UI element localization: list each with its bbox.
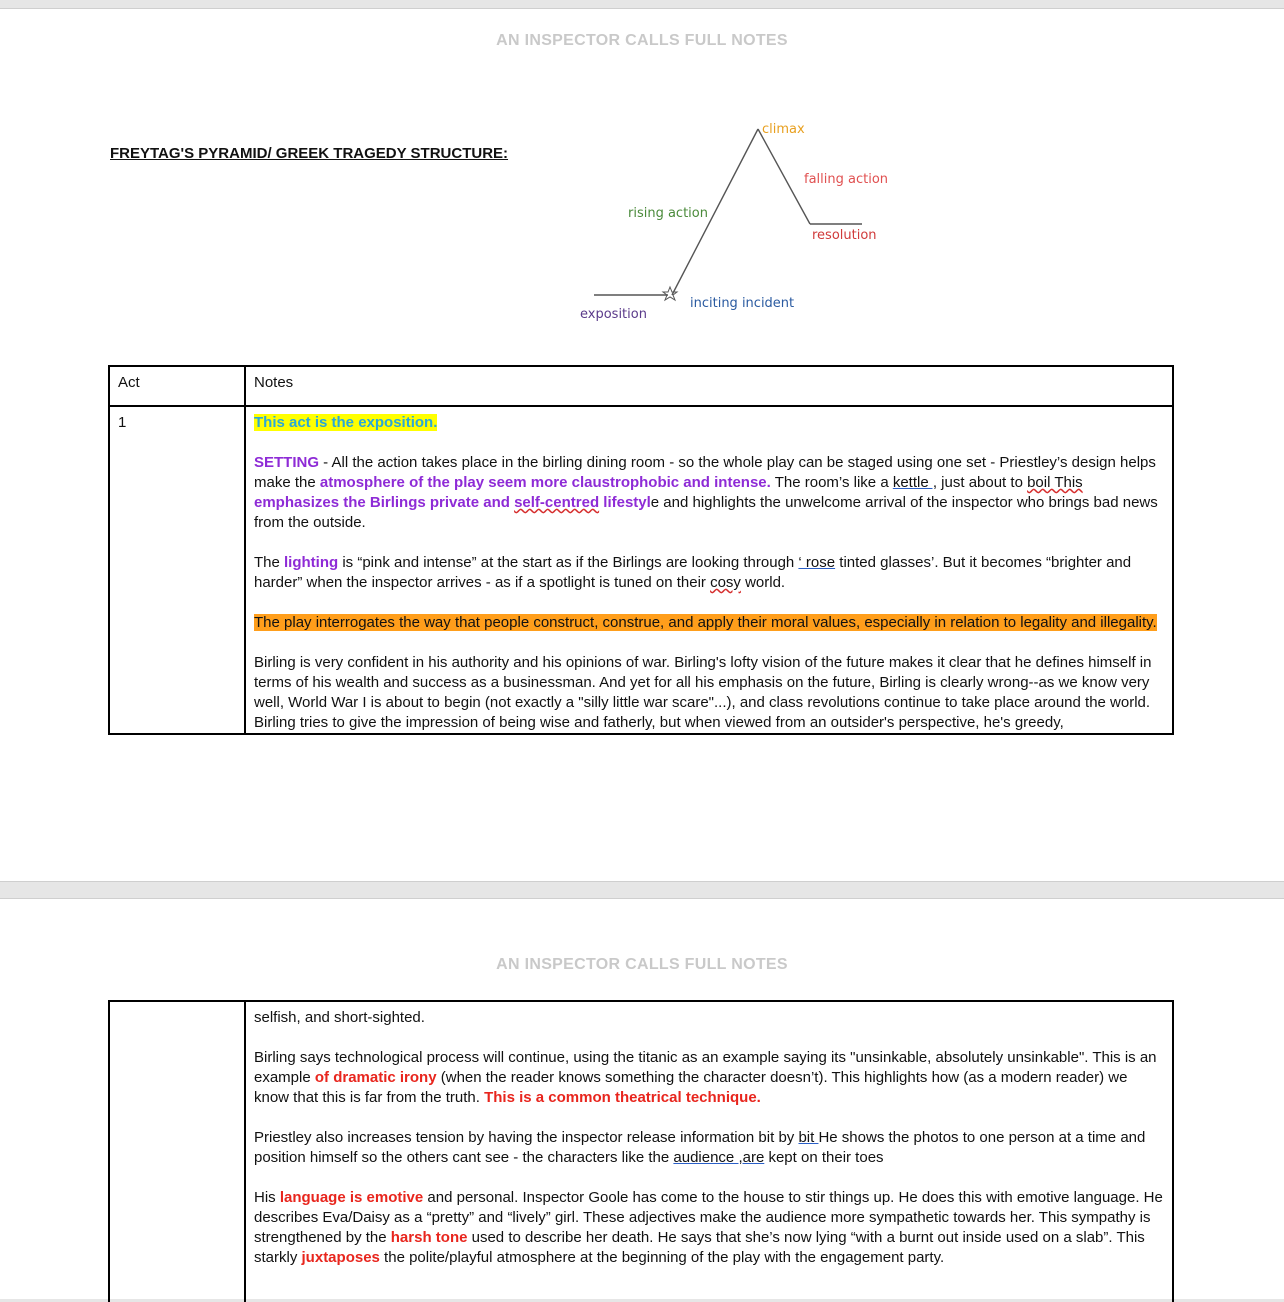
rising-action-label: rising action bbox=[628, 206, 708, 221]
page-header: AN INSPECTOR CALLS FULL NOTES bbox=[496, 32, 788, 49]
spelling-flag[interactable]: self-centred bbox=[514, 494, 600, 511]
notes-table-continued bbox=[108, 1000, 1174, 1302]
grammar-flag[interactable]: ‘ rose bbox=[798, 554, 836, 571]
freytag-pyramid-diagram bbox=[560, 107, 900, 327]
table-header-row bbox=[109, 366, 1173, 406]
notes-cell bbox=[245, 406, 1173, 734]
notes-cell bbox=[245, 1001, 1173, 1302]
note-paragraph bbox=[254, 613, 1164, 633]
exposition-label: exposition bbox=[580, 307, 647, 322]
table-row bbox=[109, 1001, 1173, 1302]
inciting-incident-label: inciting incident bbox=[690, 296, 795, 311]
page-header: AN INSPECTOR CALLS FULL NOTES bbox=[496, 956, 788, 973]
notes-column-header: Notes bbox=[245, 366, 1173, 406]
note-paragraph: His language is emotive and personal. Inspector Goole has come to the house to stir things up. He does this with emotive language. He describes Eva/Daisy as a “pretty” and “lively” girl. These adjectives make the audience more sympathetic towards her. This sympathy is strengthened by the harsh tone used to describe her death. He says that she’s now lying “with a burnt out inside used on a slab”. This starkly juxtaposes the polite/playful atmosphere at the beginning of the play with the engagement party. bbox=[254, 1189, 1163, 1266]
note-paragraph: Birling says technological process will continue, using the titanic as an example saying its "unsinkable, absolutely unsinkable". This is an example of dramatic irony (when the reader knows something the character doesn’t). This highlights how (as a modern reader) we know that this is far from the truth. This is a common theatrical technique. bbox=[254, 1049, 1157, 1106]
note-paragraph: Birling is very confident in his authority and his opinions of war. Birling's lofty vision of the future makes it clear that he defines himself in terms of his wealth and success as a businessman. And yet for all his emphasis on the future, Birling is clearly wrong--as we know very well, World War I is about to begin (not exactly a "silly little war scare"...), and class revolutions continue to take place around the world. Birling tries to give the impression of being wise and fatherly, but when viewed from an outsider's perspective, he's greedy, bbox=[254, 654, 1152, 731]
grammar-flag[interactable]: kettle , bbox=[892, 474, 938, 491]
resolution-label: resolution bbox=[812, 228, 877, 243]
section-heading: FREYTAG'S PYRAMID/ GREEK TRAGEDY STRUCTURE: bbox=[110, 145, 509, 162]
highlighted-exposition: This act is the exposition. bbox=[254, 414, 438, 431]
notes-table bbox=[108, 365, 1174, 735]
note-paragraph: selfish, and short-sighted. bbox=[254, 1009, 425, 1026]
note-paragraph: SETTING - All the action takes place in the birling dining room - so the whole play can be staged using one set - Priestley’s design helps make the atmosphere of the play seem more claustrophobic and intense. The room’s like a kettle , just about to boil This emphasizes the Birlings private and self-centred lifestyle and highlights the unwelcome arrival of the inspector who brings bad news from the outside. bbox=[254, 454, 1158, 531]
spelling-flag[interactable]: cosy bbox=[710, 574, 741, 591]
table-row bbox=[109, 406, 1173, 734]
climax-label: climax bbox=[762, 122, 805, 137]
spelling-flag[interactable]: boil This bbox=[1027, 474, 1083, 491]
falling-action-label: falling action bbox=[804, 172, 889, 187]
act-cell bbox=[109, 1001, 245, 1302]
note-paragraph: Priestley also increases tension by having the inspector release information bit by bit He shows the photos to one person at a time and position himself so the others cant see - the characters like the audience ,are kept on their toes bbox=[254, 1129, 1146, 1166]
falling-line bbox=[758, 129, 810, 224]
act-number: 1 bbox=[118, 414, 127, 431]
grammar-flag[interactable]: bit bbox=[798, 1129, 819, 1146]
note-paragraph bbox=[254, 413, 1164, 433]
note-paragraph: The lighting is “pink and intense” at the start as if the Birlings are looking through ‘ rose tinted glasses’. But it becomes “brighter and harder” when the inspector arrives - as if a spotlight is tuned on their cosy world. bbox=[254, 554, 1132, 591]
act-cell bbox=[109, 406, 245, 734]
highlighted-theme: The play interrogates the way that people construct, construe, and apply their moral values, especially in relation to legality and illegality. bbox=[254, 614, 1157, 631]
grammar-flag[interactable]: audience ,are bbox=[673, 1149, 765, 1166]
document-page-1 bbox=[0, 8, 1284, 882]
act-column-header: Act bbox=[109, 366, 245, 406]
